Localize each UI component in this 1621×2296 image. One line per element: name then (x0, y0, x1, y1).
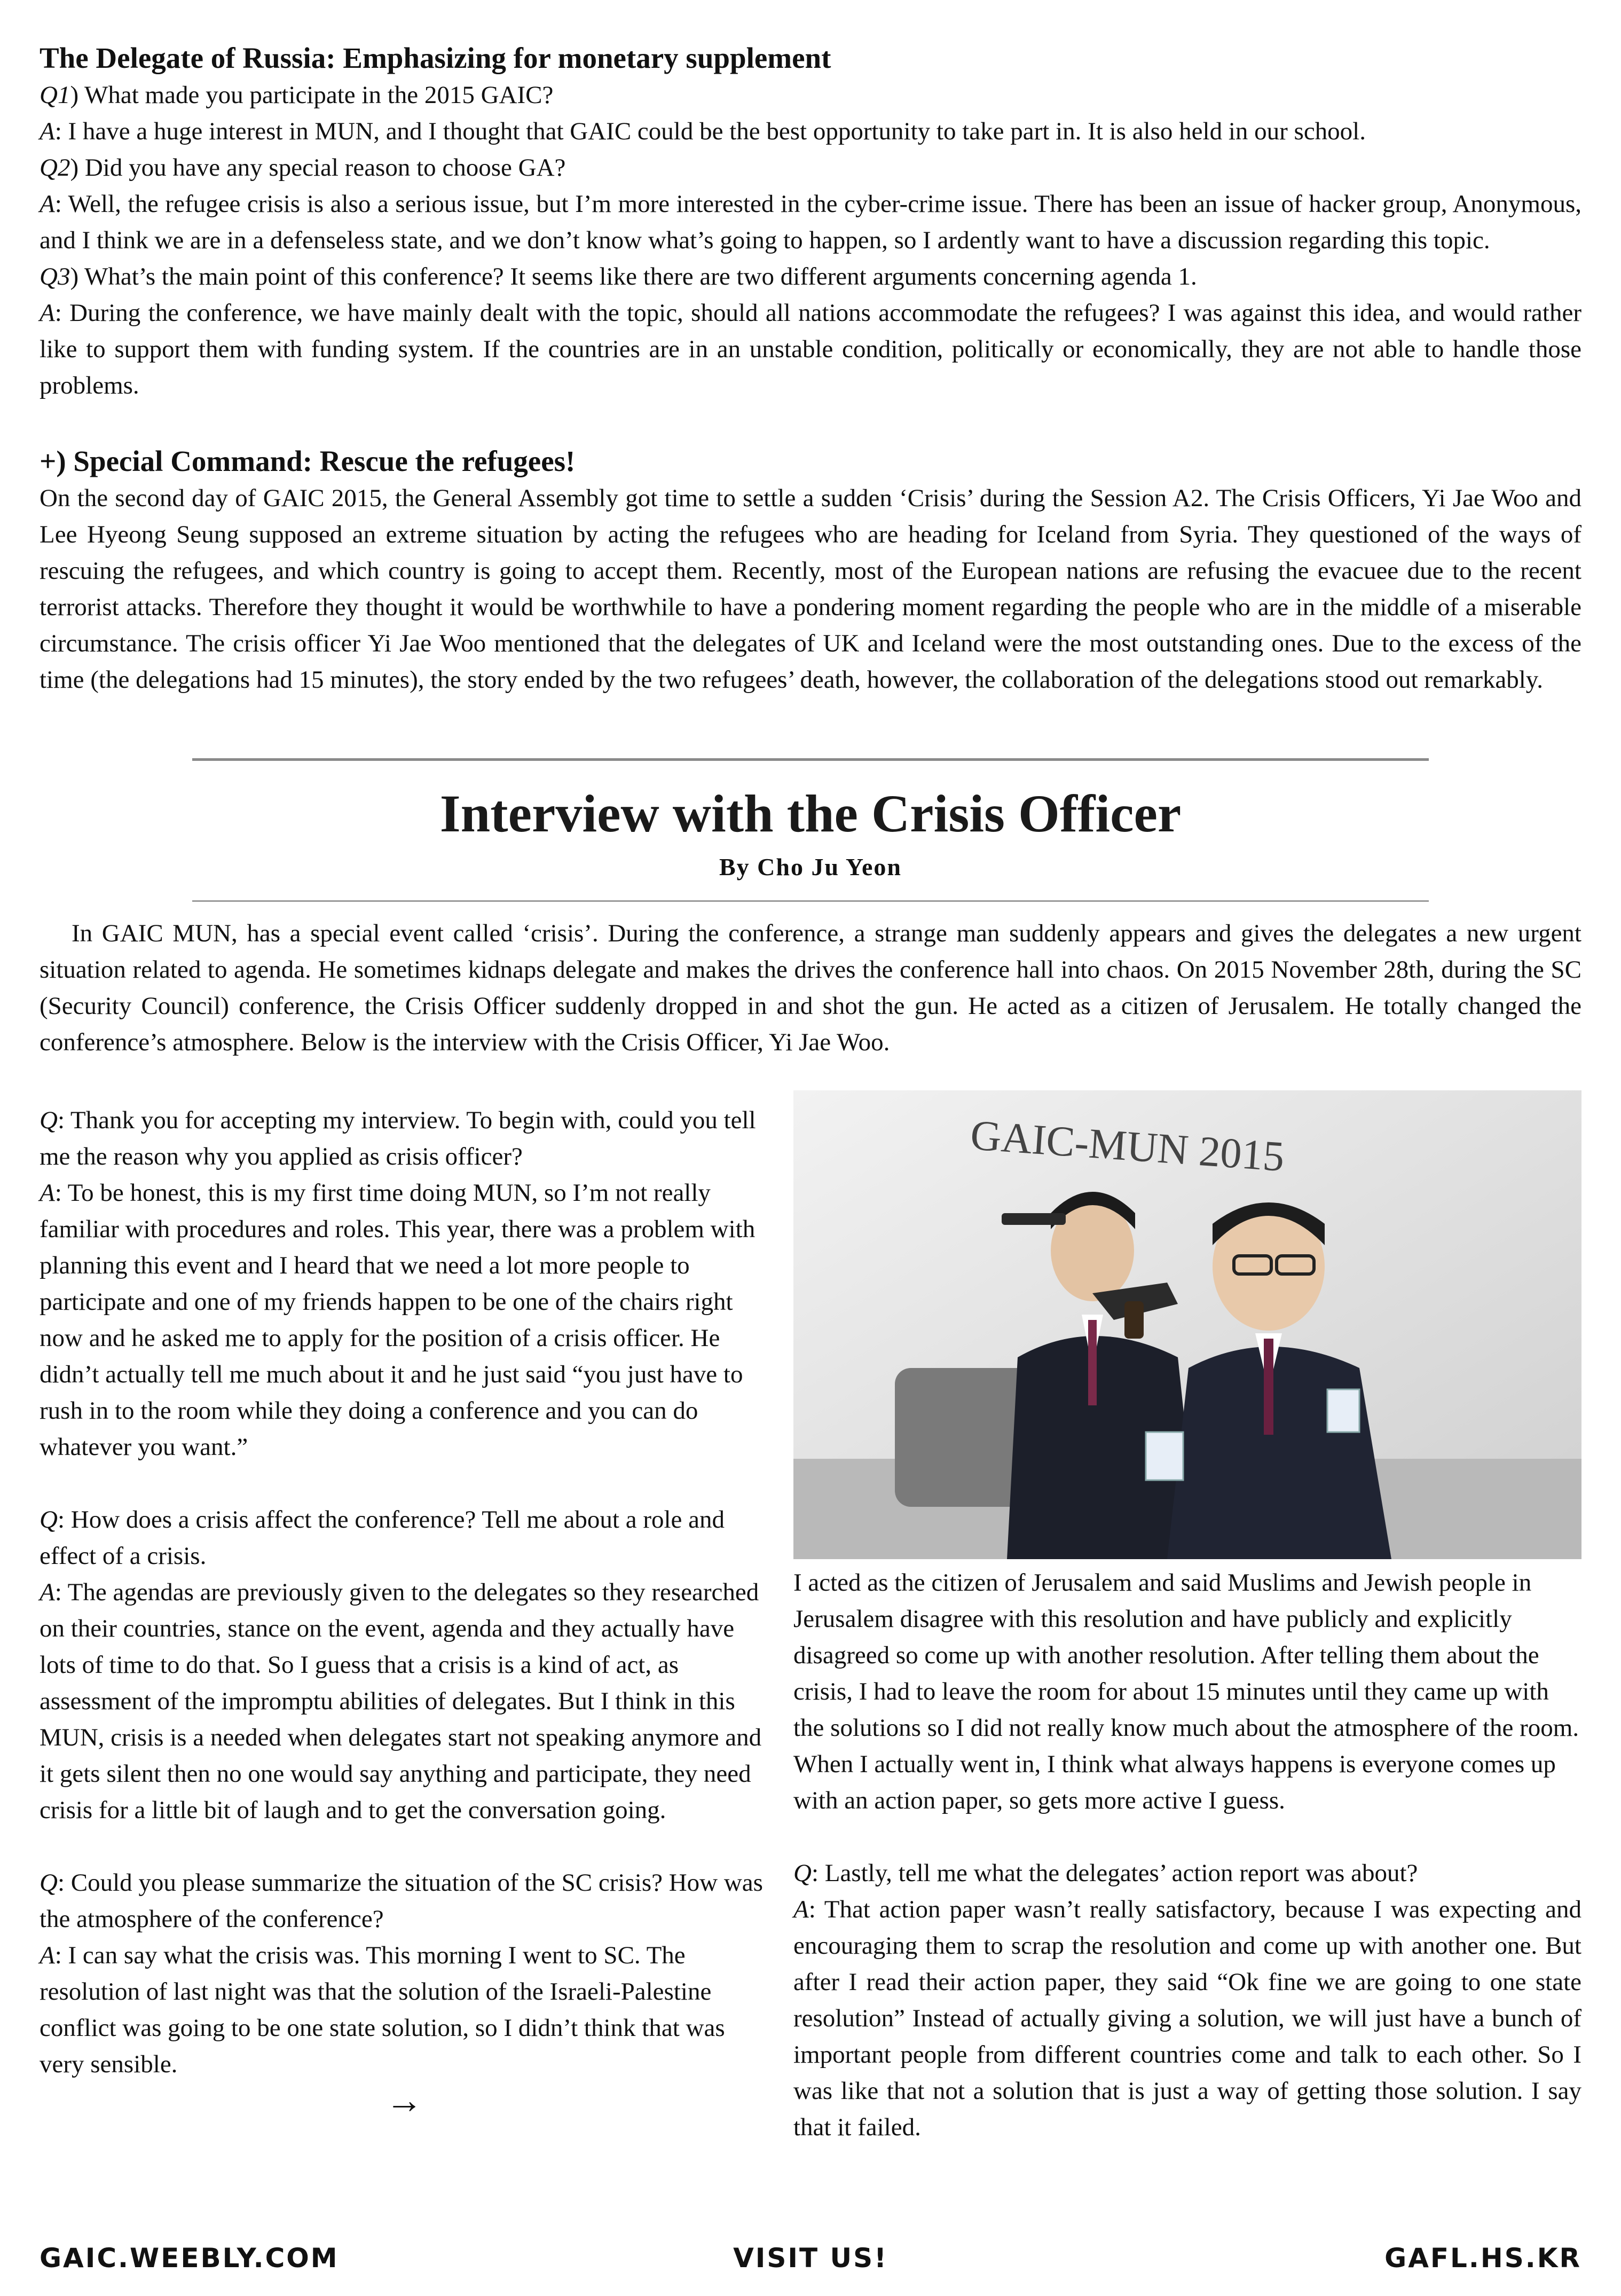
photo-banner-text: GAIC-MUN 2015 (969, 1112, 1286, 1181)
qa-line (40, 1937, 769, 2082)
qa-text: : During the conference, we have mainly dealt with the topic, should all nations accommodate the refugees? I was against this idea, and would rather like to support them with funding system. If the countries are in an unstable condition, politically or economically, they are not able to handle those problems. (40, 299, 1581, 399)
qa-label: Q (793, 1859, 812, 1887)
qa-line (40, 186, 1581, 258)
qa-label: A (40, 1179, 55, 1207)
photo-illustration (793, 1090, 1581, 1559)
title-top-rule (192, 758, 1429, 761)
qa-line (40, 1102, 769, 1175)
qa-line (40, 258, 1581, 295)
interview-right-column (793, 1090, 1581, 2145)
qa-label: A (40, 190, 55, 218)
qa-text: : I can say what the crisis was. This morning I went to SC. The resolution of last night was that the solution of the Israeli-Palestine conflict was going to be one state solution, so I didn’t think that was very sensible. (40, 1941, 725, 2078)
qa-block (40, 1865, 769, 2082)
qa-label: Q (40, 1106, 58, 1134)
qa-line (793, 1855, 1581, 1891)
interview-byline: By Cho Ju Yeon (719, 853, 902, 880)
qa-text: : Thank you for accepting my interview. To begin with, could you tell me the reason why you applied as crisis officer? (40, 1106, 756, 1170)
qa-label: Q1 (40, 81, 70, 109)
qa-text: ) Did you have any special reason to choose GA? (70, 154, 566, 182)
qa-line (40, 295, 1581, 404)
qa-text: : Well, the refugee crisis is also a serious issue, but I’m more interested in the cyber-crime issue. There has been an issue of hacker group, Anonymous, and I think we are in a defenseless state, and we don’t know what’s going to happen, so I ardently want to have a discussion regarding this topic. (40, 190, 1581, 254)
footer-website-link[interactable]: GAIC.WEEBLY.COM (40, 2243, 339, 2274)
crisis-officers-photo (793, 1090, 1581, 1559)
qa-line (40, 113, 1581, 150)
page-footer (40, 2243, 1581, 2280)
title-bottom-rule (192, 900, 1429, 902)
russia-heading: The Delegate of Russia: Emphasizing for monetary supplement (40, 42, 831, 74)
qa-text: : I have a huge interest in MUN, and I thought that GAIC could be the best opportunity to take part in. It is also held in our school. (54, 117, 1366, 145)
special-command-section (40, 443, 1581, 698)
special-command-heading: +) Special Command: Rescue the refugees! (40, 445, 576, 477)
qa-line (40, 77, 1581, 113)
interview-left-column (40, 1102, 769, 2120)
qa-line (40, 1574, 769, 1828)
special-command-body: On the second day of GAIC 2015, the General Assembly got time to settle a sudden ‘Crisis’ during the Session A2. The Crisis Officers, Yi Jae Woo and Lee Hyeong Seung supposed an extreme situation by acting the refugees who are heading for Iceland from Syria. They questioned of the ways of rescuing the refugees, and which country is going to accept them. Recently, most of the European nations are refusing the evacuee due to the recent terrorist attacks. Therefore they thought it would be worthwhile to have a pondering moment regarding the people who are in the middle of a miserable circumstance. The crisis officer Yi Jae Woo mentioned that the delegates of UK and Iceland were the most outstanding ones. Due to the excess of the time (the delegations had 15 minutes), the story ended by the two refugees’ death, however, the collaboration of the delegations stood out remarkably. (40, 484, 1581, 694)
qa-line (40, 1865, 769, 1937)
qa-label: A (40, 1941, 55, 1969)
qa-text: ) What’s the main point of this conference? It seems like there are two different arguments concerning agenda 1. (70, 263, 1197, 290)
qa-text: : How does a crisis affect the conference? Tell me about a role and effect of a crisis. (40, 1506, 725, 1570)
qa-label: A (40, 299, 55, 327)
qa-line (40, 1175, 769, 1465)
qa-label: Q (40, 1869, 58, 1897)
qa-line (40, 150, 1581, 186)
qa-block (40, 1102, 769, 1465)
footer-visit-us: VISIT US! (733, 2243, 888, 2274)
qa-label: A (793, 1896, 809, 1923)
qa-text: : Lastly, tell me what the delegates’ action report was about? (811, 1859, 1418, 1887)
qa-text: : Could you please summarize the situation of the SC crisis? How was the atmosphere of the conference? (40, 1869, 763, 1933)
qa-label: A (40, 117, 55, 145)
qa-label: Q3 (40, 263, 70, 290)
footer-school-link[interactable]: GAFL.HS.KR (1384, 2243, 1581, 2274)
qa-label: A (40, 1578, 55, 1606)
interview-intro: In GAIC MUN, has a special event called ‘crisis’. During the conference, a strange man suddenly appears and gives the delegates a new urgent situation related to agenda. He sometimes kidnaps delegate and makes the drives the conference hall into chaos. On 2015 November 28th, during the SC (Security Council) conference, the Crisis Officer suddenly dropped in and shot the gun. He acted as a citizen of Jerusalem. He totally changed the conference’s atmosphere. Below is the interview with the Crisis Officer, Yi Jae Woo. (40, 919, 1581, 1056)
continue-arrow-icon: → (385, 2080, 423, 2121)
newsletter-page (40, 40, 1581, 2250)
qa-text: ) What made you participate in the 2015 GAIC? (70, 81, 554, 109)
qa-text: : That action paper wasn’t really satisfactory, because I was expecting and encouraging them to scrap the resolution and come up with another one. But after I read their action paper, they said “Ok fine we are going to one state resolution” Instead of actually giving a solution, we will just have a bunch of important people from different countries come and talk to each other. So I was like that not a solution that is just a way of getting those solution. I say that it failed. (793, 1896, 1581, 2141)
qa-block (40, 1501, 769, 1828)
qa-line (40, 1501, 769, 1574)
russia-section (40, 40, 1581, 404)
qa-label: Q (40, 1506, 58, 1534)
qa-line (793, 1891, 1581, 2145)
qa-text: : To be honest, this is my first time doing MUN, so I’m not really familiar with procedures and roles. This year, there was a problem with planning this event and I heard that we need a lot more people to participate and one of my friends happen to be one of the chairs right now and he asked me to apply for the position of a crisis officer. He didn’t actually tell me much about it and he just said “you just have to rush in to the room while they doing a conference and you can do whatever you want.” (40, 1179, 756, 1461)
interview-title: Interview with the Crisis Officer (439, 784, 1182, 843)
interview-continuation: I acted as the citizen of Jerusalem and said Muslims and Jewish people in Jerusalem disagree with this resolution and have publicly and explicitly disagreed so come up with another resolution. After telling them about the crisis, I had to leave the room for about 15 minutes until they came up with the solutions so I did not really know much about the atmosphere of the room. When I actually went in, I think what always happens is everyone comes up with an action paper, so gets more active I guess. (793, 1569, 1579, 1814)
qa-label: Q2 (40, 154, 70, 182)
qa-text: : The agendas are previously given to the delegates so they researched on their countries, stance on the event, agenda and they actually have lots of time to do that. So I guess that a crisis is a kind of act, as assessment of the impromptu abilities of delegates. But I think in this MUN, crisis is a needed when delegates start not speaking anymore and it gets silent then no one would say anything and participate, they need crisis for a little bit of laugh and to get the conversation going. (40, 1578, 762, 1824)
